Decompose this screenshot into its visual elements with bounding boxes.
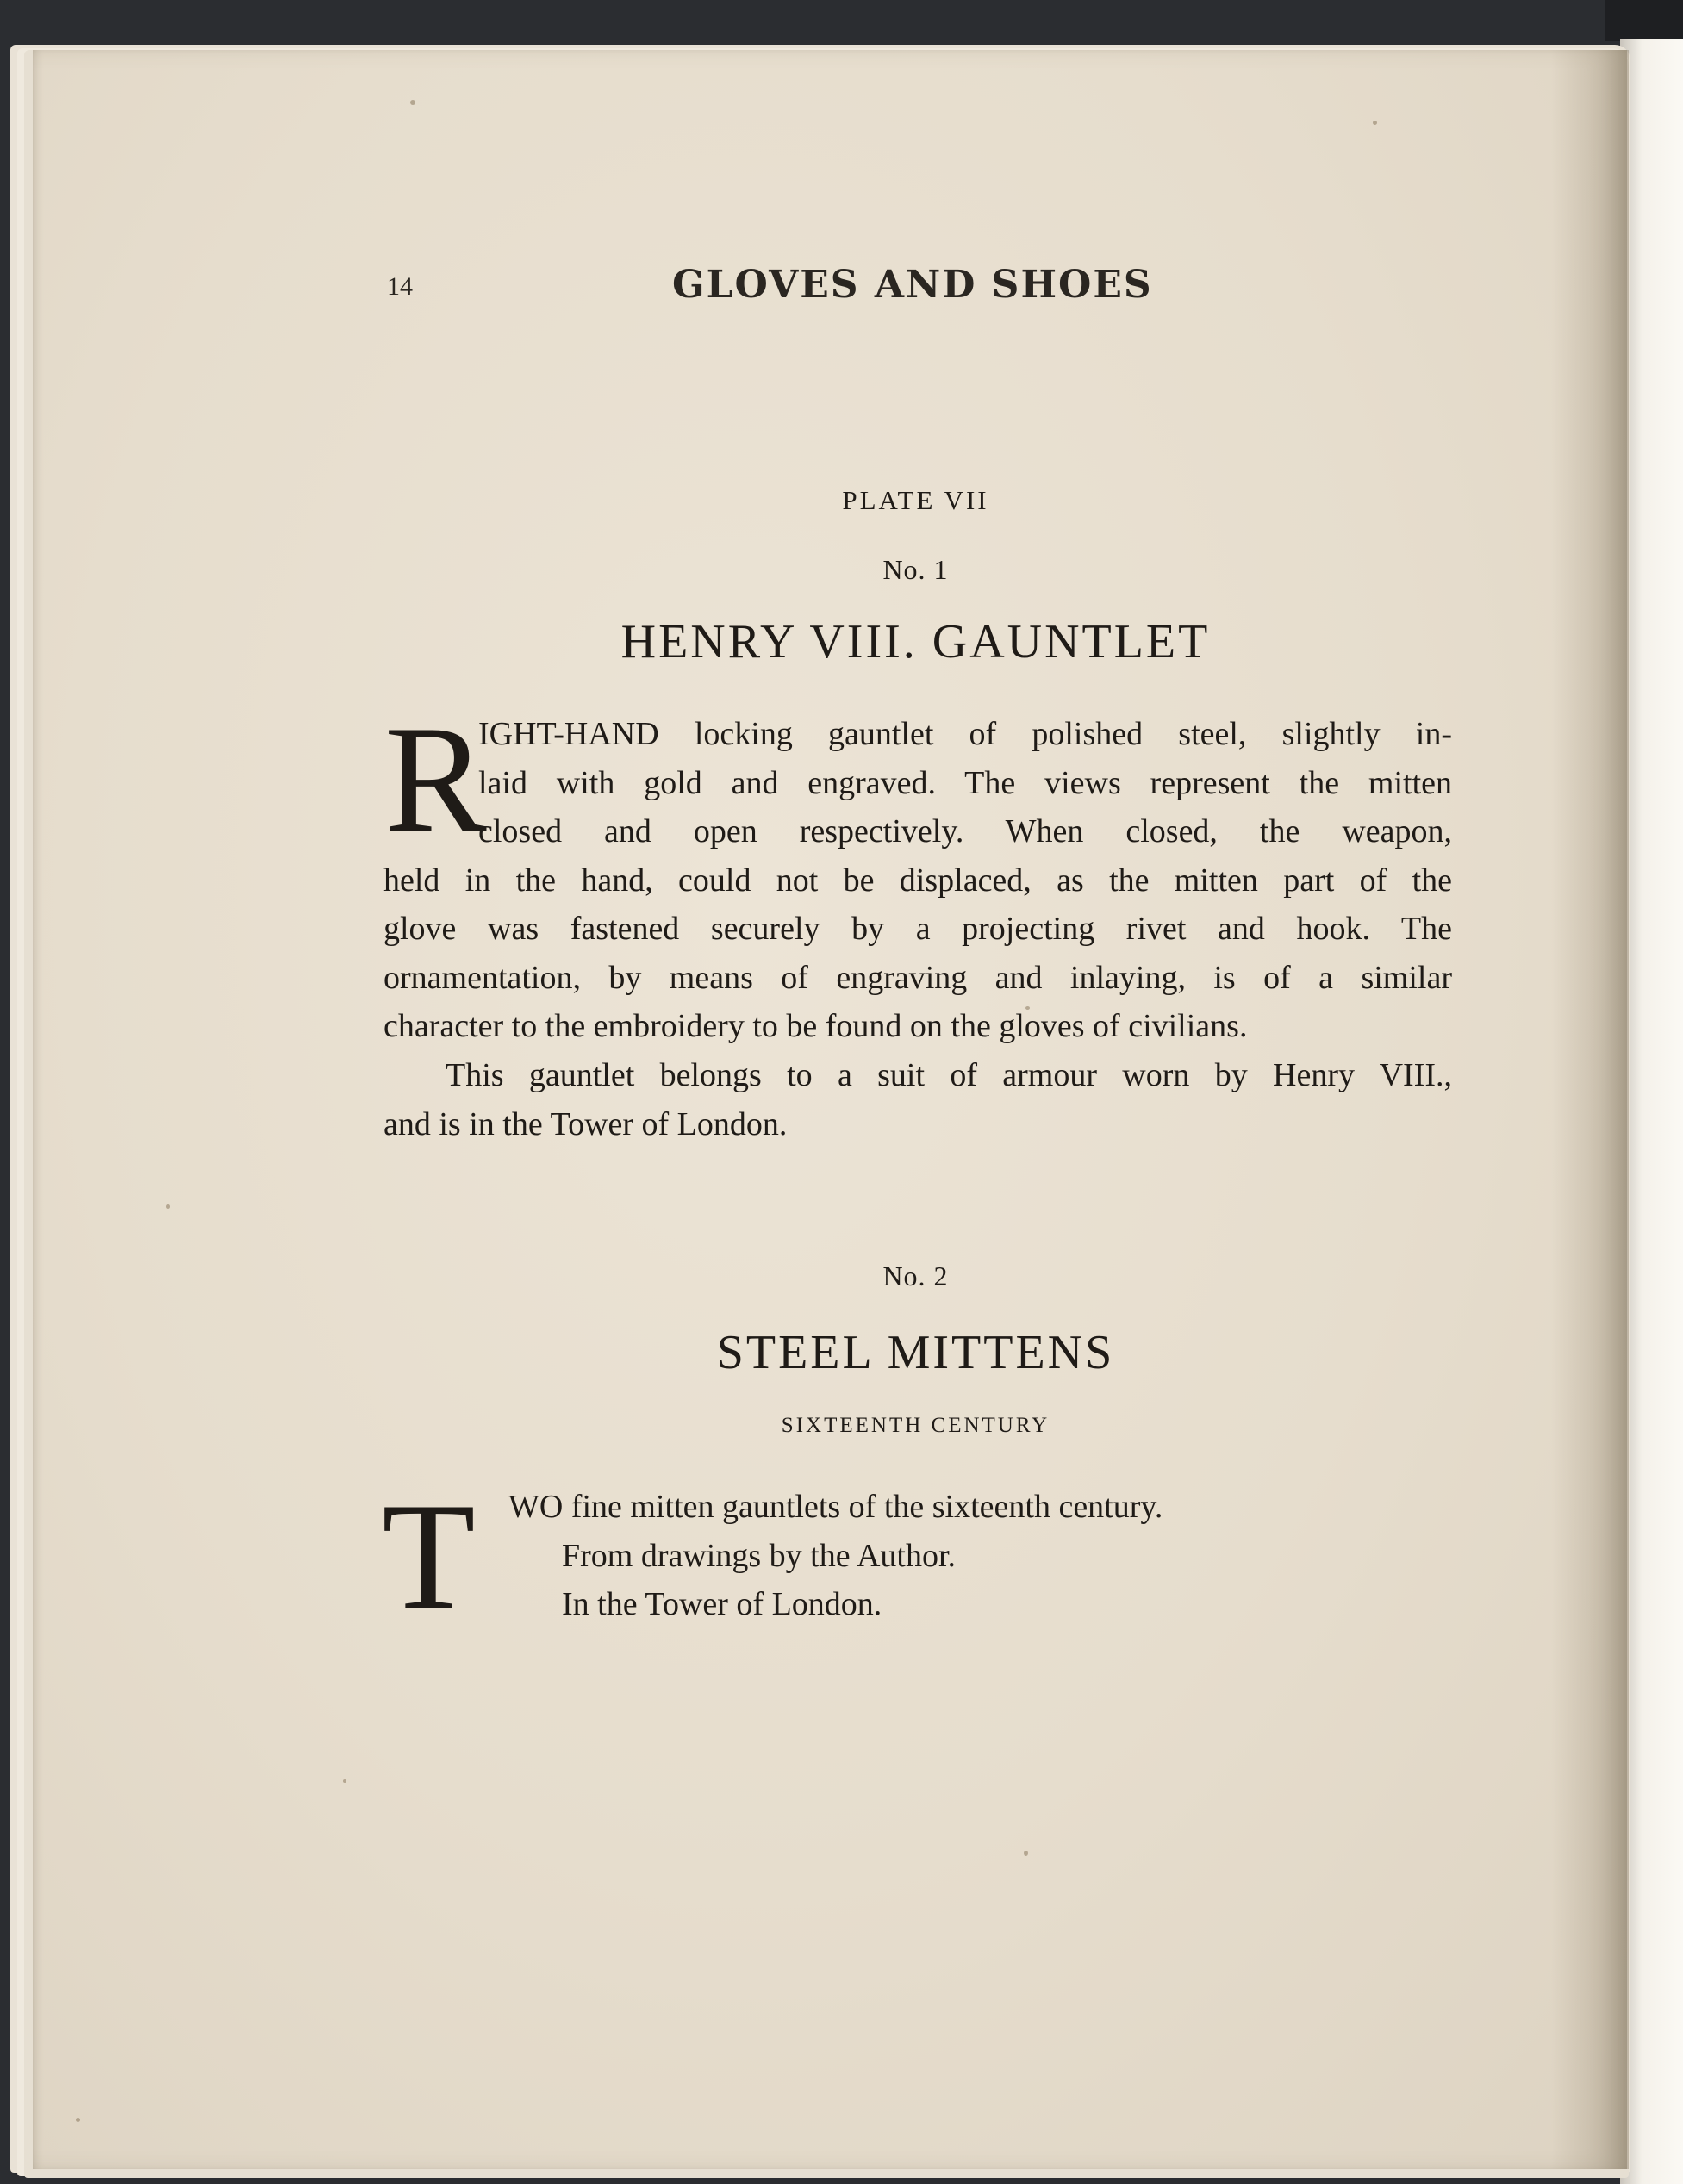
page-number: 14 [387,272,413,301]
text-line: closed and open respectively. When closed, the weapon, [478,813,1452,849]
text-line: laid with gold and engraved. The views represent the mitten [478,764,1452,801]
paper-speck [166,1204,170,1209]
section-subtitle: SIXTEENTH CENTURY [781,1414,1050,1437]
text-line: and is in the Tower of London. [383,1105,788,1142]
paper-speck [1024,1851,1028,1856]
paper-speck [343,1779,346,1783]
body-paragraph [383,1051,1452,1148]
body-paragraph [508,1483,1406,1629]
drop-cap: T [382,1471,476,1641]
text-line: character to the embroidery to be found on the gloves of civilians. [383,1008,1248,1044]
page-gutter-shadow [1551,50,1629,2169]
text-line: held in the hand, could not be displaced, as the mitten part of the [383,862,1452,899]
text-line: glove was fastened securely by a projecting rivet and hook. The [383,911,1452,947]
drop-cap: R [384,694,487,864]
background-edge [1605,0,1683,41]
paper-speck [76,2118,80,2122]
text-line: This gauntlet belongs to a suit of armour worn by Henry VIII., [446,1057,1452,1093]
section-title: HENRY VIII. GAUNTLET [620,615,1211,669]
paper-speck [1373,121,1377,125]
text-line: WO fine mitten gauntlets of the sixteenth century. [508,1489,1163,1525]
running-head-title: GLOVES AND SHOES [672,263,1153,307]
paper-speck [410,100,415,105]
text-line: ornamentation, by means of engraving and inlaying, is of a similar [383,959,1452,996]
text-line: From drawings by the Author. [562,1537,957,1574]
text-line: In the Tower of London. [562,1586,882,1622]
section-title: STEEL MITTENS [716,1326,1115,1379]
item-number: No. 2 [882,1260,949,1291]
text-line: IGHT-HAND locking gauntlet of polished steel, slightly in- [478,716,1452,752]
item-number: No. 1 [882,554,949,585]
plate-label: PLATE VII [842,485,989,515]
body-paragraph [383,710,1452,1051]
